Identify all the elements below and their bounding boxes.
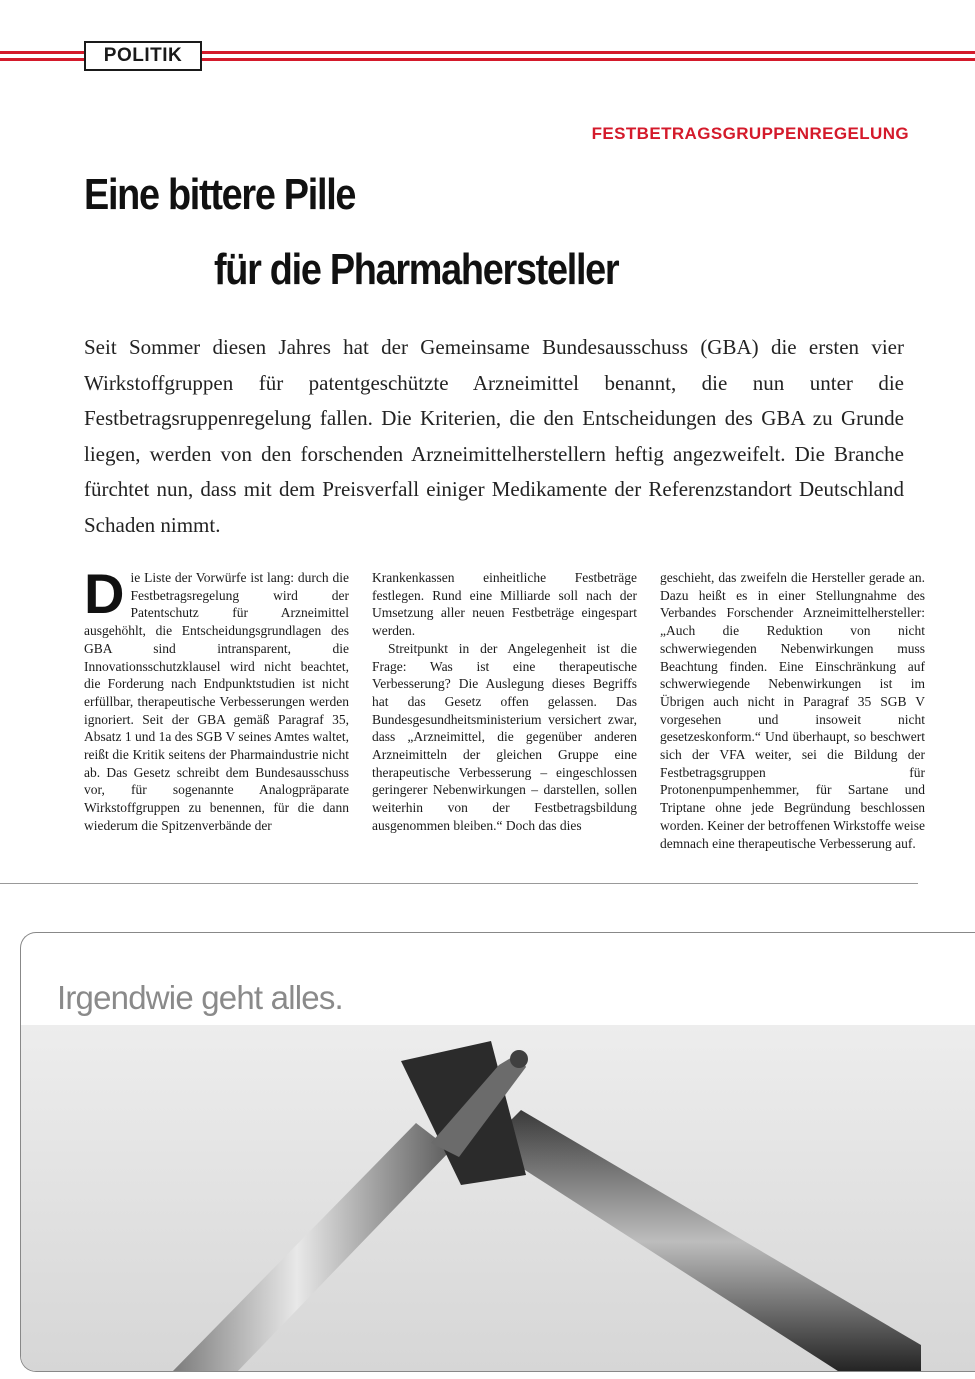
drop-cap: D: [84, 562, 125, 625]
headline-line-1: Eine bittere Pille: [84, 170, 356, 219]
body-column-1-text: ie Liste der Vorwürfe ist lang: durch die Festbetragsregelung wird der Patentschutz für Arzneimittel ausgehöhlt, die Entscheidungsgrundlagen des GBA sind intransparent, die Innovationsschutzklausel wird nicht beachtet, die Forderung nach Endpunktstudien ist nicht erfüllbar, therapeutische Verbesserungen werden ignoriert. Seit der GBA gemäß Paragraf 35, Absatz 1 und 1a des SGB V seines Amtes waltet, reißt die Kritik seitens der Pharmaindustrie nicht ab. Das Gesetz schreibt dem Bundesausschuss vor, für sogenannte Analogpräparate Wirkstoffgruppen zu benennen, für die dann wiederum die Spitzenverbände der: [84, 570, 349, 833]
body-column-2-paragraph-1: Krankenkassen einheitliche Festbeträge festlegen. Rund eine Milliarde soll nach der Umsetzung aller neuen Festbeträge eingespart werden.: [372, 570, 637, 639]
advertisement: [20, 932, 975, 1372]
article-body: [84, 562, 925, 859]
body-column-3: geschieht, das zweifeln die Hersteller gerade an. Dazu heißt es in einer Stellungnahme des Verbandes Forschender Arzneimittelhersteller: „Auch die Reduktion von nicht schwerwiegenden Nebenwirkungen muss Beachtung finden. Eine Einschränkung auf schwerwiegende Nebenwirkungen ist im Übrigen auch nicht in Paragraf 35 SGB V vorgesehen und insoweit nicht gesetzeskonform.“ Und überhaupt, so beschwert sich der VFA weiter, sei die Bildung der Festbetragsgruppen für Protonenpumpenhemmer, für Sartane und Triptane ohne jede Begründung beschlossen worden. Keiner der betroffenen Wirkstoffe weise demnach eine therapeutische Verbesserung auf.: [660, 570, 925, 851]
left-screwdriver-tip-end: [510, 1050, 528, 1068]
headline-line-2: für die Pharmahersteller: [214, 245, 619, 294]
body-column-1: [84, 562, 349, 835]
ad-photo-screwdrivers: [21, 1025, 975, 1372]
article-end-rule: [0, 883, 918, 884]
body-column-2-paragraph-2: Streitpunkt in der Angelegenheit ist die Frage: Was ist eine therapeutische Verbesserung? Die Auslegung dieses Begriffs hat das Gesetz offen gelassen. Das Bundesgesundheitsministerium versichert zwar, dass „Arzneimittel, die gegenüber anderen Arzneimitteln der gleichen Gruppe eine therapeutische Verbesserung – eingeschlossen geringerer Nebenwirkungen – darstellen, sollen weiterhin von der Festbetragsbildung ausgenommen bleiben.“ Doch das dies: [372, 640, 637, 833]
section-label: POLITIK: [84, 41, 202, 71]
body-column-2: [372, 569, 637, 835]
article-kicker: FESTBETRAGSGRUPPENREGELUNG: [591, 124, 909, 143]
ad-slogan: Irgendwie geht alles.: [57, 979, 343, 1016]
article-lead: Seit Sommer diesen Jahres hat der Gemeinsame Bundesausschuss (GBA) die ersten vier Wirkstoffgruppen für patentgeschützte Arzneimittel benannt, die nun unter die Festbetragsruppenregelung fallen. Die Kriterien, die den Entscheidungen des GBA zu Grunde liegen, werden von den forschenden Arzneimittelherstellern heftig angezweifelt. Die Branche fürchtet nun, dass mit dem Preisverfall einiger Medikamente der Referenzstandort Deutschland Schaden nimmt.: [84, 335, 904, 537]
